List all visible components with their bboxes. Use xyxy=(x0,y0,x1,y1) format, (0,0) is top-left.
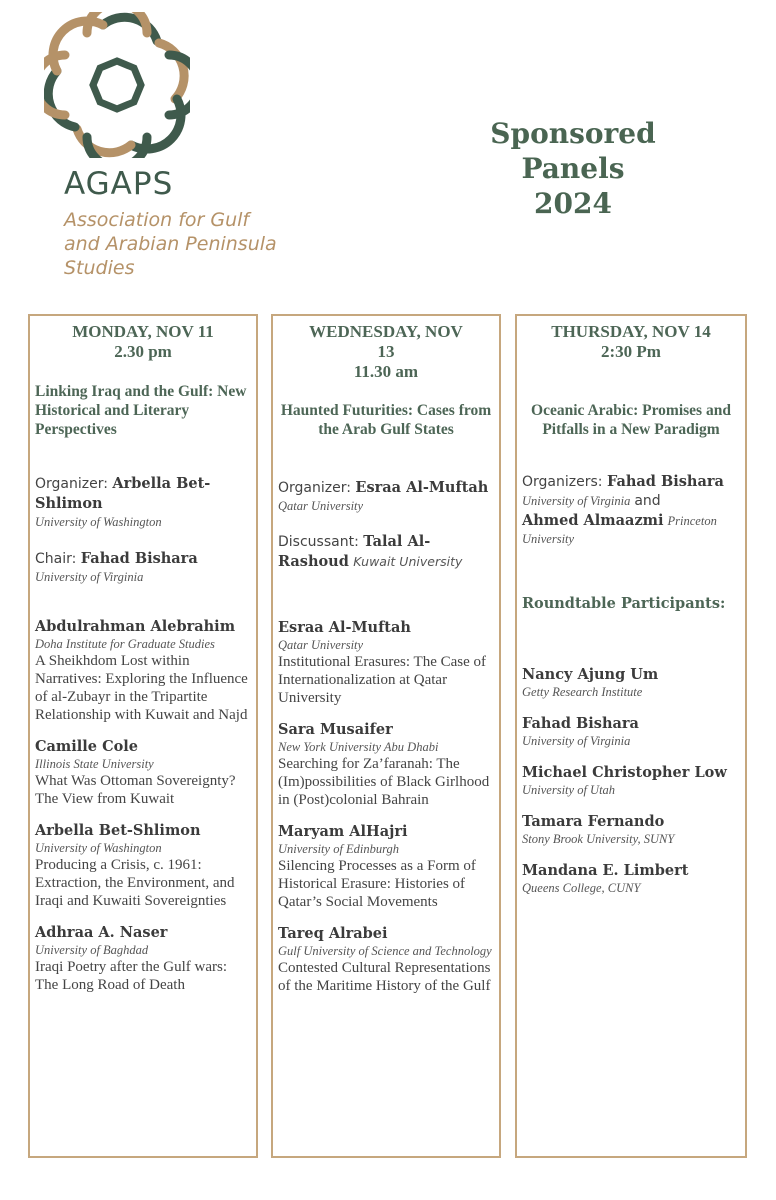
paper-title: Contested Cultural Representations of the Maritime History of the Gulf xyxy=(278,960,491,994)
presenter-affiliation: Qatar University xyxy=(278,638,364,652)
panel-wednesday xyxy=(271,314,501,1158)
participant-name: Nancy Ajung Um xyxy=(522,666,659,683)
presenter-name: Arbella Bet-Shlimon xyxy=(35,822,201,839)
presenter-name: Abdulrahman Alebrahim xyxy=(35,618,236,635)
participant-affiliation: Queens College, CUNY xyxy=(522,881,641,895)
discussant-affiliation: Kuwait University xyxy=(353,554,463,569)
paper-title: A Sheikhdom Lost within Narratives: Exploring the Influence of al-Zubayr in the Tripartite Relationship with Kuwait and Najd xyxy=(35,653,248,723)
chair-block xyxy=(35,549,251,585)
participant xyxy=(522,861,740,896)
presenter-affiliation: Gulf University of Science and Technology xyxy=(278,944,492,958)
presenter xyxy=(35,737,251,808)
paper-title: Iraqi Poetry after the Gulf wars: The Long Road of Death xyxy=(35,959,228,993)
page-title xyxy=(478,116,668,221)
presenter xyxy=(35,923,251,994)
organizer-name: Arbella Bet-Shlimon xyxy=(35,475,211,512)
presenter xyxy=(278,924,494,995)
organizer-block xyxy=(278,478,494,514)
org-name-line: Studies xyxy=(64,257,135,279)
organizer-label: Organizer: xyxy=(278,480,351,496)
paper-title: Silencing Processes as a Form of Historical Erasure: Histories of Qatar’s Social Movements xyxy=(278,858,476,910)
chair-affiliation: University of Virginia xyxy=(35,570,144,584)
time-line: 2.30 pm xyxy=(114,342,172,361)
presenter-name: Maryam AlHajri xyxy=(278,823,408,840)
panel-day-time xyxy=(278,322,494,382)
org-abbreviation: AGAPS xyxy=(64,166,174,202)
org-full-name xyxy=(64,208,277,280)
participant xyxy=(522,665,740,700)
participant-name: Michael Christopher Low xyxy=(522,764,727,781)
discussant-block xyxy=(278,532,494,572)
organizer-label: Organizer: xyxy=(35,476,108,492)
roundtable-heading: Roundtable Participants: xyxy=(522,595,726,612)
time-line: 11.30 am xyxy=(353,362,419,381)
paper-title: Searching for Za’faranah: The (Im)possibilities of Black Girlhood in (Post)colonial Bahrain xyxy=(278,756,490,808)
organizer-line xyxy=(35,474,251,514)
presenter-name: Tareq Alrabei xyxy=(278,925,388,942)
presenter-name: Sara Musaifer xyxy=(278,721,393,738)
presenter-name: Camille Cole xyxy=(35,738,139,755)
panel-day-time xyxy=(522,322,740,362)
participant-name: Mandana E. Limbert xyxy=(522,862,689,879)
presenter-affiliation: University of Washington xyxy=(35,841,162,855)
org-name-line: and Arabian Peninsula xyxy=(64,233,277,255)
organizer-affiliation: University of Virginia xyxy=(522,494,631,508)
organizer-affiliation: Qatar University xyxy=(278,499,364,513)
chair-line xyxy=(35,549,251,569)
panel-title: Linking Iraq and the Gulf: New Historical and Literary Perspectives xyxy=(35,383,247,438)
and-word: and xyxy=(634,493,661,509)
day-line: MONDAY, NOV 11 xyxy=(72,322,214,341)
presenter xyxy=(35,821,251,910)
participant xyxy=(522,763,740,798)
discussant-line xyxy=(278,532,494,572)
organizer-affiliation: Princeton University xyxy=(522,514,717,546)
day-line: THURSDAY, NOV 14 xyxy=(551,322,711,341)
org-name-line: Association for Gulf xyxy=(64,209,250,231)
paper-title: Institutional Erasures: The Case of Internationalization at Qatar University xyxy=(278,654,487,706)
presenter-affiliation: Doha Institute for Graduate Studies xyxy=(35,637,215,651)
presenter xyxy=(35,617,251,724)
organizers-label: Organizers: xyxy=(522,474,603,490)
day-line: WEDNESDAY, NOV xyxy=(309,322,463,341)
page-title-line: Sponsored xyxy=(490,117,656,150)
organizers-line xyxy=(522,472,740,492)
participant xyxy=(522,714,740,749)
panel-title: Haunted Futurities: Cases from the Arab Gulf States xyxy=(280,402,492,438)
participant-name: Tamara Fernando xyxy=(522,813,665,830)
organizer-line xyxy=(522,511,740,548)
agaps-logo xyxy=(44,12,190,158)
chair-name: Fahad Bishara xyxy=(80,550,198,567)
presenter-affiliation: University of Edinburgh xyxy=(278,842,400,856)
participant-affiliation: Stony Brook University, SUNY xyxy=(522,832,675,846)
presenter-affiliation: New York University Abu Dhabi xyxy=(278,740,439,754)
participant-affiliation: Getty Research Institute xyxy=(522,685,643,699)
presenter-affiliation: University of Baghdad xyxy=(35,943,149,957)
page-title-line: Panels xyxy=(521,152,625,185)
discussant-name: Talal Al-Rashoud xyxy=(278,533,431,570)
paper-title: What Was Ottoman Sovereignty? The View from Kuwait xyxy=(35,773,236,807)
organizer-name: Ahmed Almaazmi xyxy=(522,512,664,529)
presenter xyxy=(278,720,494,809)
time-line: 2:30 Pm xyxy=(601,342,661,361)
panel-thursday xyxy=(515,314,747,1158)
panel-title: Oceanic Arabic: Promises and Pitfalls in a New Paradigm xyxy=(531,402,731,438)
presenter-name: Esraa Al-Muftah xyxy=(278,619,411,636)
presenter xyxy=(278,618,494,707)
participant-name: Fahad Bishara xyxy=(522,715,639,732)
discussant-label: Discussant: xyxy=(278,534,359,550)
presenter-name: Adhraa A. Naser xyxy=(35,924,168,941)
organizer-block xyxy=(35,474,251,530)
chair-label: Chair: xyxy=(35,551,77,567)
organizer-name: Esraa Al-Muftah xyxy=(355,479,489,496)
participant xyxy=(522,812,740,847)
organizer-line xyxy=(278,478,494,498)
panel-day-time xyxy=(35,322,251,362)
participant-affiliation: University of Virginia xyxy=(522,734,631,748)
page-title-line: 2024 xyxy=(534,187,612,220)
organizers-block xyxy=(522,472,740,548)
participant-affiliation: University of Utah xyxy=(522,783,616,797)
panel-monday xyxy=(28,314,258,1158)
paper-title: Producing a Crisis, c. 1961: Extraction, the Environment, and Iraqi and Kuwaiti Sovereignties xyxy=(35,857,235,909)
organizer-name: Fahad Bishara xyxy=(606,473,724,490)
presenter xyxy=(278,822,494,911)
organizer-affiliation: University of Washington xyxy=(35,515,162,529)
day-line: 13 xyxy=(377,342,395,361)
presenter-affiliation: Illinois State University xyxy=(35,757,154,771)
organizer-affiliation-line xyxy=(522,492,740,511)
